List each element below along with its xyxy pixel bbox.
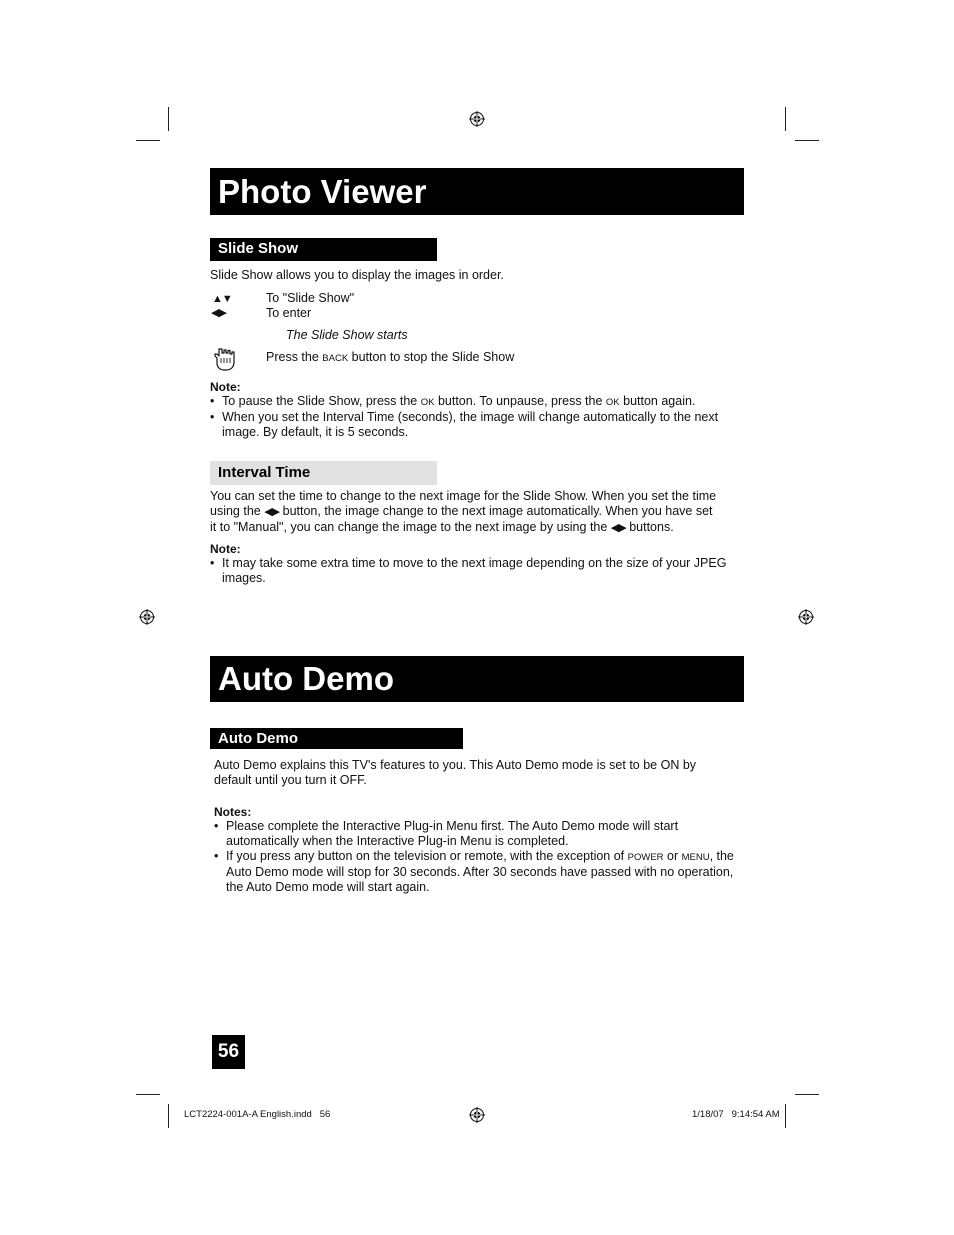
registration-mark-icon xyxy=(798,609,814,625)
note-heading: Note: xyxy=(210,542,241,556)
step-back-instruction xyxy=(266,350,514,366)
page-title-auto-demo: Auto Demo xyxy=(210,656,744,702)
interval-text: buttons. xyxy=(629,520,674,534)
registration-mark-icon xyxy=(469,111,485,127)
left-right-arrow-icon: ◀▶ xyxy=(264,506,280,518)
page-title-photo-viewer: Photo Viewer xyxy=(210,168,744,215)
slug-timestamp: 1/18/07 9:14:54 AM xyxy=(692,1109,780,1120)
ok-key: OK xyxy=(420,397,435,408)
note-text: When you set the Interval Time (seconds), the image will change automatically to the next image. By default, it is 5 seconds. xyxy=(222,410,719,439)
ok-key: OK xyxy=(605,397,620,408)
interval-text: button, the image change to the next image automatically. When you have set xyxy=(282,504,713,518)
left-right-arrow-icon: ◀▶ xyxy=(610,522,626,534)
slug-filename: LCT2224-001A-A English.indd 56 xyxy=(184,1109,331,1120)
notes-heading: Notes: xyxy=(214,805,252,819)
menu-key: MENU xyxy=(681,852,710,863)
interval-text: using the xyxy=(210,504,265,518)
crop-mark xyxy=(168,1104,169,1128)
note-text: To pause the Slide Show, press the xyxy=(222,394,421,408)
page-number: 56 xyxy=(212,1035,245,1069)
hand-press-icon xyxy=(212,346,238,372)
note-text: It may take some extra time to move to the next image depending on the size of your JPEG images. xyxy=(222,556,727,585)
slide-show-intro: Slide Show allows you to display the images in order. xyxy=(210,268,504,282)
crop-mark xyxy=(785,1104,786,1128)
step-enter: To enter xyxy=(266,306,312,320)
interval-line xyxy=(210,520,750,536)
note-text: button. To unpause, press the xyxy=(434,394,606,408)
back-suffix: button to stop the Slide Show xyxy=(348,350,515,364)
note-text: Please complete the Interactive Plug-in Menu first. The Auto Demo mode will start automatically when the Interactive Plug-in Menu is completed. xyxy=(226,819,679,848)
back-prefix: Press the xyxy=(266,350,323,364)
section-heading-slide-show: Slide Show xyxy=(210,238,437,261)
note-text: If you press any button on the television or remote, with the exception of xyxy=(226,849,628,863)
auto-demo-intro: Auto Demo explains this TV's features to you. This Auto Demo mode is set to be ON by default until you turn it OFF. xyxy=(214,758,697,787)
note-text: or xyxy=(663,849,682,863)
section-heading-interval-time: Interval Time xyxy=(210,461,437,485)
crop-mark xyxy=(136,1094,160,1095)
power-key: POWER xyxy=(627,852,664,863)
step-result: The Slide Show starts xyxy=(286,328,408,342)
note-heading: Note: xyxy=(210,380,241,394)
crop-mark xyxy=(795,1094,819,1095)
crop-mark xyxy=(168,107,169,131)
interval-line xyxy=(210,504,750,520)
note-item: • If you press any button on the television or remote, with the exception of POWER or MENU, the Auto Demo mode will stop for 30 seconds. After 30 seconds have passed with no operation, the Auto Demo mode will start again. xyxy=(214,849,734,894)
interval-text: it to "Manual", you can change the image to the next image by using the xyxy=(210,520,611,534)
note-item: • To pause the Slide Show, press the OK button. To unpause, press the OK button again. xyxy=(210,394,696,408)
crop-mark xyxy=(785,107,786,131)
note-item: • It may take some extra time to move to the next image depending on the size of your JPEG images. xyxy=(210,556,740,586)
note-text: , the Auto Demo mode will stop for 30 seconds. After 30 seconds have passed with no operation, the Auto Demo mode will start again. xyxy=(226,849,734,894)
back-key: BACK xyxy=(322,353,349,364)
interval-paragraph xyxy=(210,489,750,536)
crop-mark xyxy=(795,140,819,141)
interval-line: You can set the time to change to the next image for the Slide Show. When you set the time xyxy=(210,489,717,503)
up-down-arrow-icon: ▲▼ xyxy=(212,293,232,305)
left-right-arrow-icon: ◀▶ xyxy=(211,307,226,319)
note-text: button again. xyxy=(619,394,696,408)
note-item: • Please complete the Interactive Plug-in Menu first. The Auto Demo mode will start automatically when the Interactive Plug-in Menu is completed. xyxy=(214,819,704,849)
registration-mark-icon xyxy=(469,1107,485,1123)
note-item: • When you set the Interval Time (seconds), the image will change automatically to the next image. By default, it is 5 seconds. xyxy=(210,410,730,440)
crop-mark xyxy=(136,140,160,141)
step-select-slide-show: To "Slide Show" xyxy=(266,291,355,305)
section-heading-auto-demo: Auto Demo xyxy=(210,728,463,749)
registration-mark-icon xyxy=(139,609,155,625)
